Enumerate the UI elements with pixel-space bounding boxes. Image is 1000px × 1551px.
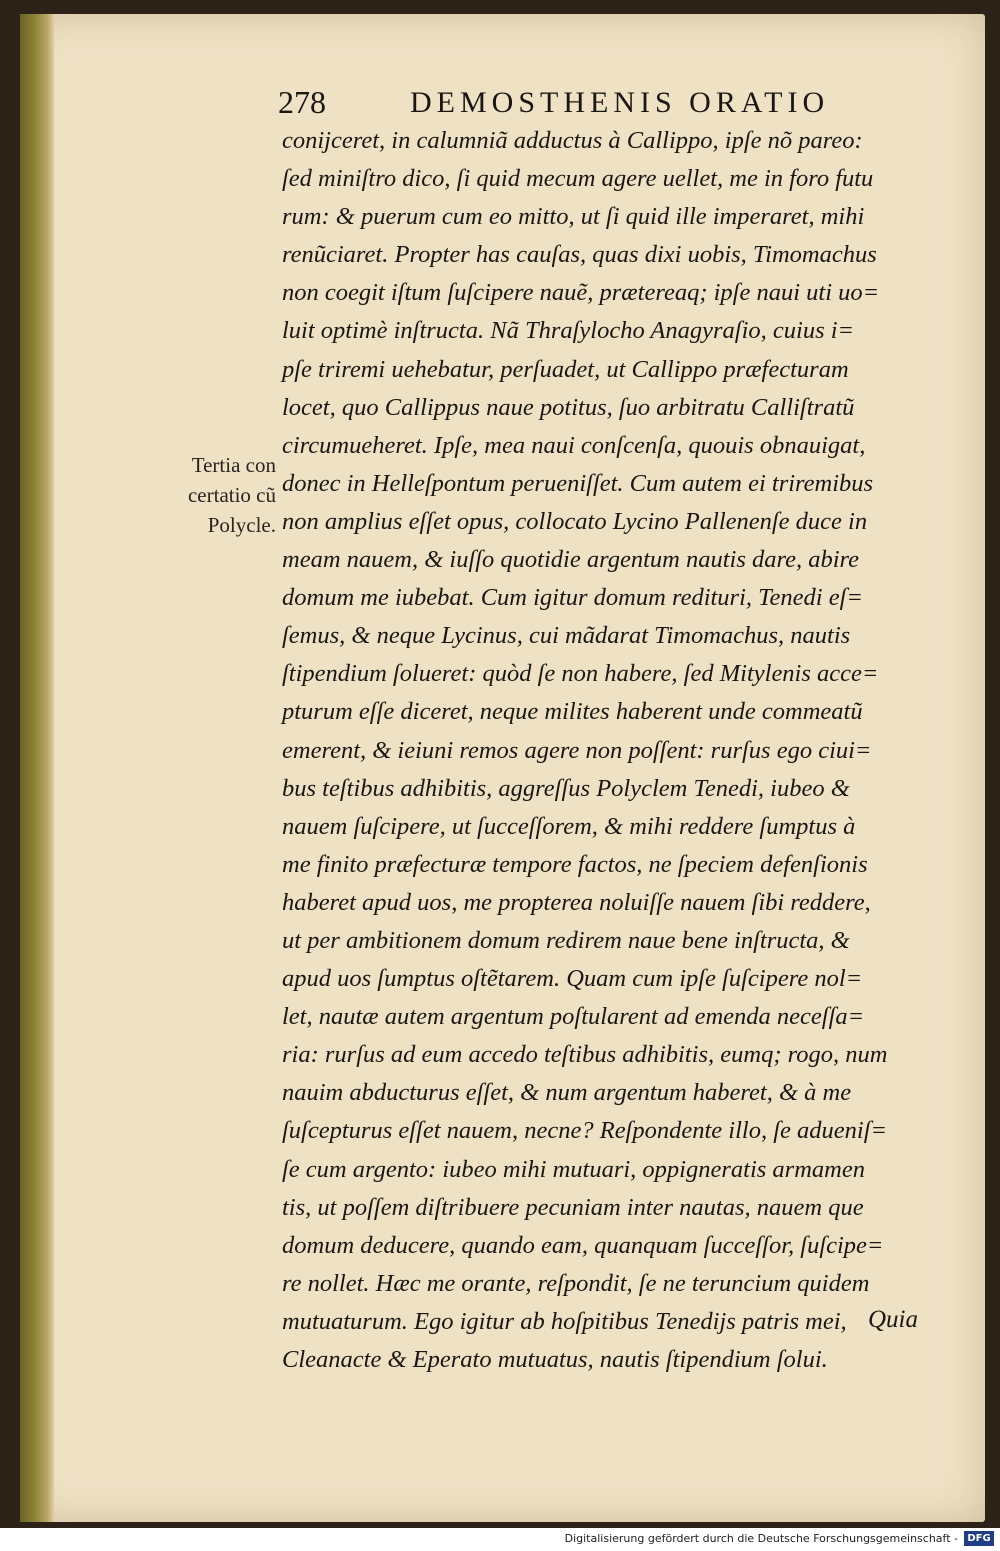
text-line: non coegit iſtum ſuſcipere nauẽ, prætereaq; ipſe naui uti uo=	[282, 279, 880, 307]
text-line: domum deducere, quando eam, quanquam ſucceſſor, ſuſcipe=	[282, 1231, 884, 1259]
footer-credit: Digitalisierung gefördert durch die Deutsche Forschungsgemeinschaft -	[564, 1532, 958, 1545]
text-line: me finito præfecturæ tempore factos, ne ſpeciem defenſionis	[282, 850, 868, 878]
footer-bar	[0, 1528, 1000, 1551]
text-line: ſuſcepturus eſſet nauem, necne? Reſpondente illo, ſe aduenіſ=	[282, 1117, 888, 1145]
text-line: domum me iubebat. Cum igitur domum redituri, Tenedi eſ=	[282, 584, 863, 612]
text-line: ut per ambitionem domum redirem naue bene inſtructa, &	[282, 926, 850, 954]
page-gutter	[20, 14, 54, 1522]
text-line: luit optimè inſtructa. Nã Thraſylocho Anagyraſio, cuius i=	[282, 317, 855, 345]
text-line: tis, ut poſſem diſtribuere pecuniam inter nautas, nauem que	[282, 1193, 864, 1221]
text-line: ria: rurſus ad eum accedo teſtibus adhibitis, eumq; rogo, num	[282, 1041, 888, 1069]
text-line: locet, quo Callippus naue potitus, ſuo arbitratu Calliſtratũ	[282, 393, 855, 421]
text-line: mutuaturum. Ego igitur ab hoſpitibus Tenedijs patris mei,	[282, 1307, 847, 1335]
text-line: bus teſtibus adhibitis, aggreſſus Polyclem Tenedi, iubeo &	[282, 774, 850, 802]
text-line: meam nauem, & iuſſo quotidie argentum nautis dare, abire	[282, 546, 860, 574]
text-line: Cleanacte & Eperato mutuatus, nautis ſtipendium ſolui.	[282, 1346, 828, 1373]
running-head: DEMOSTHENIS ORATIO	[410, 86, 830, 119]
dfg-logo[interactable]: DFG	[964, 1531, 994, 1546]
text-line: pturum eſſe diceret, neque milites haberent unde commeatũ	[282, 698, 863, 726]
margin-note-line: Polycle.	[207, 513, 276, 537]
text-line: conijceret, in calumniã adductus à Callippo, ipſe nõ pareo:	[282, 127, 863, 154]
text-line: donec in Helleſpontum perueniſſet. Cum autem ei triremibus	[282, 469, 874, 497]
text-line: ſtipendium ſolueret: quòd ſe non habere, ſed Mitylenis acce=	[282, 660, 879, 688]
page-number: 278	[278, 84, 326, 120]
text-line: let, nautæ autem argentum poſtularent ad emenda neceſſa=	[282, 1003, 865, 1031]
margin-note-line: Tertia con	[191, 453, 276, 477]
text-line: apud uos ſumptus oſtẽtarem. Quam cum ipſe ſuſcipere nol=	[282, 965, 863, 993]
body-text	[282, 122, 932, 1379]
catchword: Quia	[868, 1306, 918, 1333]
text-line: rum: & puerum cum eo mitto, ut ſi quid ille imperaret, mihi	[282, 203, 865, 231]
text-line: ſed miniſtro dico, ſi quid mecum agere uellet, me in foro futu	[282, 165, 874, 193]
text-line: non amplius eſſet opus, collocato Lycino Pallenenſe duce in	[282, 507, 868, 535]
margin-note-line: certatio cũ	[187, 483, 276, 507]
text-line: circumueheret. Ipſe, mea naui conſcenſa, quouis obnauigat,	[282, 431, 866, 459]
text-line: pſe triremi uehebatur, perſuadet, ut Callippo præfecturam	[282, 355, 849, 383]
text-line: re nollet. Hæc me orante, reſpondit, ſe ne teruncium quidem	[282, 1269, 870, 1297]
text-line: nauem ſuſcipere, ut ſucceſſorem, & mihi reddere ſumptus à	[282, 812, 856, 840]
text-line: renũciaret. Propter has cauſas, quas dixi uobis, Timomachus	[282, 241, 877, 269]
text-line: haberet apud uos, me propterea noluiſſe nauem ſibi reddere,	[282, 888, 871, 916]
text-line: ſe cum argento: iubeo mihi mutuari, oppigneratis armamen	[282, 1155, 865, 1183]
text-line: emerent, & ieiuni remos agere non poſſent: rurſus ego ciui=	[282, 736, 872, 764]
margin-note	[146, 450, 276, 540]
text-line: ſemus, & neque Lycinus, cui mãdarat Timomachus, nautis	[282, 622, 851, 650]
text-line: nauim abducturus eſſet, & num argentum haberet, & à me	[282, 1079, 852, 1107]
